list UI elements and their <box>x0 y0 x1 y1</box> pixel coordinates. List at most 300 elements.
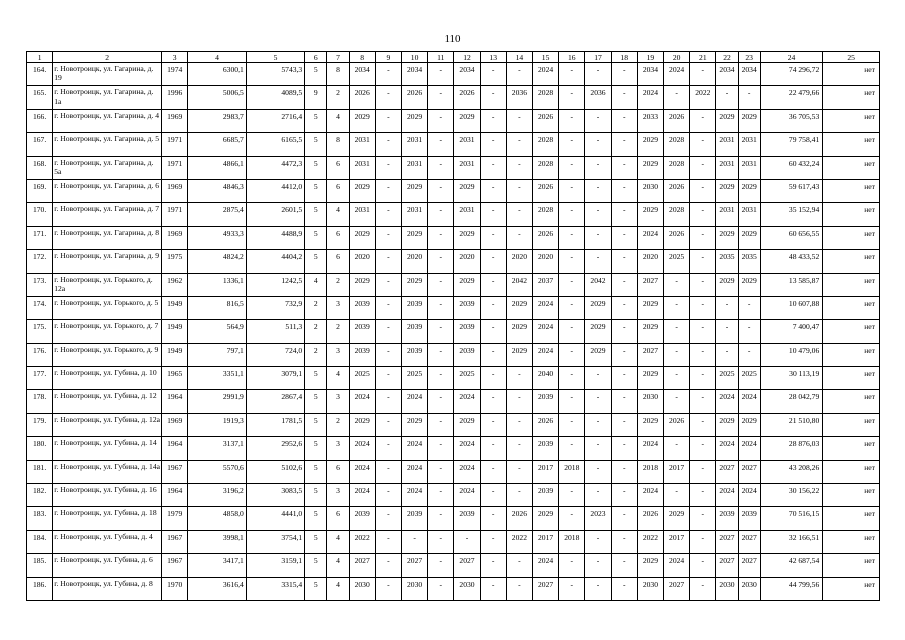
table-row <box>27 273 880 296</box>
table-cell: - <box>506 413 532 436</box>
table-cell: - <box>664 390 690 413</box>
table-cell: 2029 <box>454 413 480 436</box>
table-cell: - <box>375 250 401 273</box>
table-row <box>27 484 880 507</box>
table-cell: - <box>375 296 401 319</box>
table-cell: 2024 <box>716 437 738 460</box>
table-cell: - <box>428 577 454 600</box>
status-cell: нет <box>823 390 880 413</box>
table-cell: 5 <box>305 554 327 577</box>
year-cell: 1964 <box>162 484 188 507</box>
status-cell: нет <box>823 226 880 249</box>
table-cell: 2 <box>305 320 327 343</box>
table-cell: 2029 <box>637 554 663 577</box>
table-cell: 2024 <box>349 484 375 507</box>
area-cell: 816,5 <box>188 296 246 319</box>
year-cell: 1949 <box>162 343 188 366</box>
area-cell: 564,9 <box>188 320 246 343</box>
row-number-cell: 166. <box>27 109 53 132</box>
table-cell: - <box>690 320 716 343</box>
table-cell: - <box>375 343 401 366</box>
table-cell: - <box>506 179 532 202</box>
table-cell: 2029 <box>401 273 427 296</box>
table-cell: 2024 <box>454 460 480 483</box>
table-cell: 2030 <box>637 577 663 600</box>
row-number-cell: 168. <box>27 156 53 179</box>
table-row <box>27 367 880 390</box>
table-cell: 2025 <box>716 367 738 390</box>
table-cell: 2024 <box>716 484 738 507</box>
table-cell: 5 <box>305 484 327 507</box>
table-cell: - <box>585 156 611 179</box>
area-cell: 4846,3 <box>188 179 246 202</box>
table-cell: 2 <box>305 296 327 319</box>
area-cell: 2716,4 <box>246 109 304 132</box>
year-cell: 1971 <box>162 133 188 156</box>
table-cell: - <box>375 63 401 86</box>
table-cell: - <box>480 413 506 436</box>
area-cell: 5743,3 <box>246 63 304 86</box>
table-cell: 2024 <box>664 554 690 577</box>
table-cell: 5 <box>305 156 327 179</box>
table-cell: 2024 <box>533 63 559 86</box>
cost-cell: 43 208,26 <box>760 460 823 483</box>
table-cell: 2027 <box>738 530 760 553</box>
column-number-2: 2 <box>53 52 162 63</box>
table-cell: 2028 <box>533 156 559 179</box>
table-cell: - <box>611 109 637 132</box>
table-cell: 2036 <box>585 86 611 109</box>
table-cell: 2029 <box>533 507 559 530</box>
table-cell: - <box>690 484 716 507</box>
table-cell: 4 <box>327 367 349 390</box>
table-cell: - <box>480 133 506 156</box>
table-cell: 2020 <box>401 250 427 273</box>
table-cell: 2022 <box>637 530 663 553</box>
table-cell: - <box>480 484 506 507</box>
column-number-15: 15 <box>533 52 559 63</box>
table-cell: 2030 <box>401 577 427 600</box>
row-number-cell: 172. <box>27 250 53 273</box>
table-cell: 2029 <box>585 343 611 366</box>
table-cell: 2027 <box>637 273 663 296</box>
area-cell: 1919,3 <box>188 413 246 436</box>
area-cell: 732,9 <box>246 296 304 319</box>
table-cell: 2027 <box>738 554 760 577</box>
table-cell: 2029 <box>585 320 611 343</box>
area-cell: 2867,4 <box>246 390 304 413</box>
table-cell: 2028 <box>664 203 690 226</box>
table-cell: - <box>611 484 637 507</box>
table-cell: - <box>401 530 427 553</box>
table-cell: 2039 <box>454 296 480 319</box>
row-number-cell: 177. <box>27 367 53 390</box>
table-cell: - <box>506 109 532 132</box>
year-cell: 1964 <box>162 437 188 460</box>
table-cell: 8 <box>327 133 349 156</box>
year-cell: 1969 <box>162 226 188 249</box>
table-cell: - <box>428 530 454 553</box>
table-cell: - <box>611 156 637 179</box>
table-cell: - <box>375 156 401 179</box>
table-cell: - <box>738 86 760 109</box>
table-cell: 2026 <box>506 507 532 530</box>
table-cell: - <box>585 460 611 483</box>
area-cell: 4933,3 <box>188 226 246 249</box>
table-cell: 2039 <box>401 507 427 530</box>
table-cell: 2018 <box>559 460 585 483</box>
status-cell: нет <box>823 530 880 553</box>
cost-cell: 13 585,87 <box>760 273 823 296</box>
column-number-22: 22 <box>716 52 738 63</box>
year-cell: 1965 <box>162 367 188 390</box>
address-cell: г. Новотроицк, ул. Гагарина, д. 19 <box>53 63 162 86</box>
table-cell: 2029 <box>738 413 760 436</box>
table-cell: - <box>559 367 585 390</box>
address-cell: г. Новотроицк, ул. Губина, д. 16 <box>53 484 162 507</box>
table-cell: - <box>480 226 506 249</box>
table-cell: - <box>375 86 401 109</box>
year-cell: 1979 <box>162 507 188 530</box>
table-cell: - <box>480 250 506 273</box>
table-cell: 2030 <box>716 577 738 600</box>
table-cell: - <box>559 413 585 436</box>
table-cell: 2029 <box>738 109 760 132</box>
table-cell: - <box>716 86 738 109</box>
table-cell: 2022 <box>349 530 375 553</box>
table-cell: 3 <box>327 343 349 366</box>
status-cell: нет <box>823 320 880 343</box>
table-cell: - <box>716 320 738 343</box>
table-cell: - <box>506 156 532 179</box>
table-cell: - <box>611 179 637 202</box>
table-cell: - <box>559 109 585 132</box>
year-cell: 1949 <box>162 320 188 343</box>
table-cell: 4 <box>327 530 349 553</box>
table-cell: - <box>375 554 401 577</box>
cost-cell: 74 296,72 <box>760 63 823 86</box>
table-cell: - <box>428 250 454 273</box>
column-number-17: 17 <box>585 52 611 63</box>
table-cell: 2026 <box>533 413 559 436</box>
table-cell: - <box>428 343 454 366</box>
table-cell: - <box>611 507 637 530</box>
table-cell: 2039 <box>401 320 427 343</box>
address-cell: г. Новотроицк, ул. Губина, д. 12а <box>53 413 162 436</box>
table-cell: 2027 <box>738 460 760 483</box>
table-cell: - <box>738 343 760 366</box>
table-cell: 2029 <box>716 109 738 132</box>
table-cell: - <box>690 179 716 202</box>
table-cell: 2031 <box>401 203 427 226</box>
table-cell: 2034 <box>454 63 480 86</box>
year-cell: 1971 <box>162 203 188 226</box>
year-cell: 1969 <box>162 109 188 132</box>
table-cell: 2024 <box>533 296 559 319</box>
table-cell: - <box>664 86 690 109</box>
table-cell: 2034 <box>401 63 427 86</box>
table-cell: - <box>611 86 637 109</box>
table-cell: - <box>480 460 506 483</box>
table-cell: - <box>428 390 454 413</box>
table-cell: - <box>428 273 454 296</box>
area-cell: 2952,6 <box>246 437 304 460</box>
table-cell: 5 <box>305 226 327 249</box>
table-cell: 2034 <box>716 63 738 86</box>
address-cell: г. Новотроицк, ул. Горького, д. 9 <box>53 343 162 366</box>
table-cell: 5 <box>305 413 327 436</box>
status-cell: нет <box>823 437 880 460</box>
table-cell: - <box>428 86 454 109</box>
cost-cell: 30 156,22 <box>760 484 823 507</box>
table-cell: 2017 <box>664 530 690 553</box>
table-cell: - <box>611 577 637 600</box>
table-cell: 2024 <box>637 484 663 507</box>
table-row <box>27 109 880 132</box>
cost-cell: 42 687,54 <box>760 554 823 577</box>
status-cell: нет <box>823 156 880 179</box>
table-cell: 2027 <box>454 554 480 577</box>
table-cell: 2024 <box>454 484 480 507</box>
table-cell: 2025 <box>349 367 375 390</box>
cost-cell: 35 152,94 <box>760 203 823 226</box>
table-cell: - <box>690 413 716 436</box>
area-cell: 2991,9 <box>188 390 246 413</box>
table-cell: 5 <box>305 437 327 460</box>
table-cell: 4 <box>305 273 327 296</box>
area-cell: 4089,5 <box>246 86 304 109</box>
status-cell: нет <box>823 460 880 483</box>
address-cell: г. Новотроицк, ул. Губина, д. 8 <box>53 577 162 600</box>
table-cell: 2029 <box>637 320 663 343</box>
row-number-cell: 174. <box>27 296 53 319</box>
table-row <box>27 390 880 413</box>
table-cell: 2034 <box>349 63 375 86</box>
table-cell: 2023 <box>585 507 611 530</box>
table-cell: - <box>559 250 585 273</box>
table-cell: - <box>611 63 637 86</box>
table-cell: - <box>480 437 506 460</box>
table-cell: - <box>664 320 690 343</box>
table-cell: 2028 <box>664 156 690 179</box>
table-cell: 2029 <box>637 156 663 179</box>
table-row <box>27 296 880 319</box>
table-cell: 2029 <box>637 133 663 156</box>
table-cell: 2029 <box>716 413 738 436</box>
table-cell: - <box>375 413 401 436</box>
cost-cell: 60 656,55 <box>760 226 823 249</box>
table-cell: - <box>690 460 716 483</box>
table-cell: - <box>611 343 637 366</box>
area-cell: 6165,5 <box>246 133 304 156</box>
row-number-cell: 175. <box>27 320 53 343</box>
table-cell: 2030 <box>637 390 663 413</box>
status-cell: нет <box>823 109 880 132</box>
table-cell: - <box>585 203 611 226</box>
table-cell: 2025 <box>454 367 480 390</box>
table-cell: 2026 <box>533 179 559 202</box>
table-cell: 2039 <box>454 320 480 343</box>
table-cell: 5 <box>305 390 327 413</box>
row-number-cell: 184. <box>27 530 53 553</box>
cost-cell: 30 113,19 <box>760 367 823 390</box>
table-cell: - <box>428 320 454 343</box>
table-cell: 2027 <box>401 554 427 577</box>
table-cell: - <box>611 460 637 483</box>
status-cell: нет <box>823 273 880 296</box>
table-cell: - <box>428 367 454 390</box>
table-cell: 2035 <box>716 250 738 273</box>
table-cell: 2024 <box>637 437 663 460</box>
table-cell: 2029 <box>637 296 663 319</box>
address-cell: г. Новотроицк, ул. Гагарина, д. 8 <box>53 226 162 249</box>
column-number-14: 14 <box>506 52 532 63</box>
table-cell: 2029 <box>716 273 738 296</box>
address-cell: г. Новотроицк, ул. Гагарина, д. 4 <box>53 109 162 132</box>
cost-cell: 7 400,47 <box>760 320 823 343</box>
table-cell: 2024 <box>454 437 480 460</box>
column-number-7: 7 <box>327 52 349 63</box>
table-cell: - <box>585 577 611 600</box>
table-cell: - <box>375 203 401 226</box>
table-cell: 2029 <box>506 320 532 343</box>
table-cell: 2029 <box>349 179 375 202</box>
table-cell: - <box>480 390 506 413</box>
row-number-cell: 173. <box>27 273 53 296</box>
table-cell: - <box>506 484 532 507</box>
row-number-cell: 170. <box>27 203 53 226</box>
column-number-8: 8 <box>349 52 375 63</box>
table-cell: 2020 <box>506 250 532 273</box>
area-cell: 2983,7 <box>188 109 246 132</box>
table-cell: 2031 <box>349 133 375 156</box>
table-cell: - <box>428 203 454 226</box>
table-cell: - <box>506 577 532 600</box>
table-cell: 2029 <box>349 109 375 132</box>
table-cell: 2024 <box>349 437 375 460</box>
table-cell: 2017 <box>533 530 559 553</box>
status-cell: нет <box>823 554 880 577</box>
table-cell: - <box>506 203 532 226</box>
table-cell: 2039 <box>738 507 760 530</box>
table-cell: - <box>559 86 585 109</box>
column-number-13: 13 <box>480 52 506 63</box>
table-row <box>27 133 880 156</box>
table-cell: - <box>480 63 506 86</box>
cost-cell: 28 876,03 <box>760 437 823 460</box>
area-cell: 4858,0 <box>188 507 246 530</box>
table-cell: - <box>506 437 532 460</box>
table-cell: 2030 <box>454 577 480 600</box>
table-cell: 2037 <box>533 273 559 296</box>
table-cell: - <box>454 530 480 553</box>
table-cell: 2027 <box>716 530 738 553</box>
table-cell: 2029 <box>401 109 427 132</box>
table-cell: 2026 <box>664 413 690 436</box>
table-cell: 2024 <box>533 343 559 366</box>
table-row <box>27 86 880 109</box>
table-cell: 2027 <box>533 577 559 600</box>
table-cell: - <box>611 226 637 249</box>
table-cell: - <box>690 156 716 179</box>
table-row <box>27 320 880 343</box>
table-cell: 2031 <box>349 156 375 179</box>
table-cell: 5 <box>305 577 327 600</box>
area-cell: 1242,5 <box>246 273 304 296</box>
table-cell: - <box>375 390 401 413</box>
address-cell: г. Новотроицк, ул. Гагарина, д. 5а <box>53 156 162 179</box>
table-cell: - <box>559 179 585 202</box>
status-cell: нет <box>823 413 880 436</box>
column-number-1: 1 <box>27 52 53 63</box>
table-cell: - <box>480 367 506 390</box>
table-cell: 2025 <box>664 250 690 273</box>
table-cell: - <box>690 203 716 226</box>
table-cell: - <box>480 530 506 553</box>
column-number-18: 18 <box>611 52 637 63</box>
table-cell: 5 <box>305 250 327 273</box>
table-cell: 2031 <box>716 156 738 179</box>
row-number-cell: 185. <box>27 554 53 577</box>
table-cell: 2029 <box>349 226 375 249</box>
table-cell: - <box>480 507 506 530</box>
table-row <box>27 530 880 553</box>
table-cell: 2024 <box>716 390 738 413</box>
area-cell: 3137,1 <box>188 437 246 460</box>
row-number-cell: 182. <box>27 484 53 507</box>
year-cell: 1975 <box>162 250 188 273</box>
table-cell: 2039 <box>454 507 480 530</box>
cost-cell: 28 042,79 <box>760 390 823 413</box>
column-number-11: 11 <box>428 52 454 63</box>
column-number-6: 6 <box>305 52 327 63</box>
table-cell: 2039 <box>716 507 738 530</box>
row-number-cell: 165. <box>27 86 53 109</box>
cost-cell: 22 479,66 <box>760 86 823 109</box>
cost-cell: 10 479,06 <box>760 343 823 366</box>
area-cell: 4866,1 <box>188 156 246 179</box>
status-cell: нет <box>823 203 880 226</box>
table-cell: 2031 <box>716 203 738 226</box>
table-cell: - <box>585 437 611 460</box>
table-cell: - <box>480 86 506 109</box>
cost-cell: 60 432,24 <box>760 156 823 179</box>
cost-cell: 10 607,88 <box>760 296 823 319</box>
table-cell: 2035 <box>738 250 760 273</box>
address-cell: г. Новотроицк, ул. Гагарина, д. 1а <box>53 86 162 109</box>
column-number-12: 12 <box>454 52 480 63</box>
area-cell: 4488,9 <box>246 226 304 249</box>
table-cell: 2027 <box>716 554 738 577</box>
year-cell: 1969 <box>162 413 188 436</box>
table-cell: - <box>690 109 716 132</box>
table-cell: - <box>611 413 637 436</box>
table-cell: 4 <box>327 203 349 226</box>
row-number-cell: 178. <box>27 390 53 413</box>
table-cell: - <box>664 273 690 296</box>
column-number-21: 21 <box>690 52 716 63</box>
status-cell: нет <box>823 63 880 86</box>
table-cell: - <box>611 273 637 296</box>
table-cell: - <box>585 250 611 273</box>
table-cell: - <box>559 554 585 577</box>
table-cell: 2039 <box>533 484 559 507</box>
status-cell: нет <box>823 577 880 600</box>
cost-cell: 32 166,51 <box>760 530 823 553</box>
table-cell: - <box>428 109 454 132</box>
table-cell: 2020 <box>349 250 375 273</box>
table-cell: - <box>690 343 716 366</box>
